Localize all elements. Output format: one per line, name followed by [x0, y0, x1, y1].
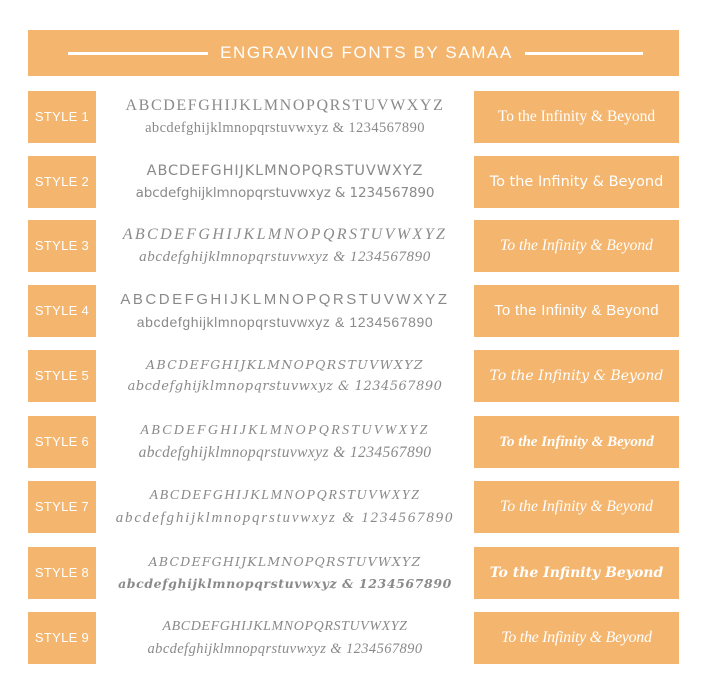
style-row-7 [28, 481, 679, 533]
style-label: STYLE 8 [28, 547, 96, 599]
uppercase-sample: ABCDEFGHIJKLMNOPQRSTUVWXYZ [122, 226, 448, 243]
font-sample [98, 350, 472, 402]
banner-divider-right [525, 52, 643, 55]
style-row-2 [28, 156, 679, 208]
uppercase-sample: ABCDEFGHIJKLMNOPQRSTUVWXYZ [149, 488, 421, 503]
style-row-3 [28, 220, 679, 272]
style-label: STYLE 7 [28, 481, 96, 533]
phrase-sample: To the Infinity & Beyond [474, 156, 679, 208]
phrase-sample: To the Infinity & Beyond [474, 612, 679, 664]
style-label: STYLE 5 [28, 350, 96, 402]
phrase-sample: To the Infinity & Beyond [474, 91, 679, 143]
style-row-5 [28, 350, 679, 402]
lowercase-sample: abcdefghijklmnopqrstuvwxyz & 1234567890 [127, 379, 443, 394]
banner-divider-left [68, 52, 208, 55]
style-label: STYLE 4 [28, 285, 96, 337]
style-label: STYLE 1 [28, 91, 96, 143]
style-label: STYLE 3 [28, 220, 96, 272]
phrase-sample: To the Infinity & Beyond [474, 416, 679, 468]
font-sample [98, 285, 472, 337]
uppercase-sample: ABCDEFGHIJKLMNOPQRSTUVWXYZ [146, 357, 424, 372]
font-sample [98, 612, 472, 664]
phrase-sample: To the Infinity & Beyond [474, 285, 679, 337]
phrase-sample: To the Infinity & Beyond [474, 350, 679, 402]
header-banner [28, 30, 679, 76]
style-label: STYLE 6 [28, 416, 96, 468]
font-sample [98, 220, 472, 272]
font-sample [98, 547, 472, 599]
uppercase-sample: ABCDEFGHIJKLMNOPQRSTUVWXYZ [148, 554, 422, 569]
uppercase-sample: ABCDEFGHIJKLMNOPQRSTUVWXYZ [162, 619, 408, 634]
phrase-sample: To the Infinity & Beyond [474, 220, 679, 272]
lowercase-sample: abcdefghijklmnopqrstuvwxyz & 1234567890 [139, 249, 431, 265]
uppercase-sample: ABCDEFGHIJKLMNOPQRSTUVWXYZ [140, 423, 430, 438]
style-row-9 [28, 612, 679, 664]
style-row-4 [28, 285, 679, 337]
phrase-sample: To the Infinity & Beyond [474, 481, 679, 533]
font-sample [98, 156, 472, 208]
phrase-sample: To the Infinity Beyond [474, 547, 679, 599]
style-row-1 [28, 91, 679, 143]
uppercase-sample: ABCDEFGHIJKLMNOPQRSTUVWXYZ [125, 97, 445, 114]
style-label: STYLE 9 [28, 612, 96, 664]
uppercase-sample: ABCDEFGHIJKLMNOPQRSTUVWXYZ [146, 163, 424, 179]
lowercase-sample: abcdefghijklmnopqrstuvwxyz & 1234567890 [145, 120, 425, 136]
font-sample [98, 481, 472, 533]
lowercase-sample: abcdefghijklmnopqrstuvwxyz & 1234567890 [147, 641, 423, 657]
uppercase-sample: ABCDEFGHIJKLMNOPQRSTUVWXYZ [120, 291, 450, 308]
lowercase-sample: abcdefghijklmnopqrstuvwxyz & 1234567890 [138, 444, 432, 461]
page-title: ENGRAVING FONTS BY SAMAA [220, 43, 513, 62]
lowercase-sample: abcdefghijklmnopqrstuvwxyz & 1234567890 [118, 576, 452, 591]
lowercase-sample: abcdefghijklmnopqrstuvwxyz & 1234567890 [115, 510, 455, 526]
font-sample [98, 91, 472, 143]
style-row-6 [28, 416, 679, 468]
style-label: STYLE 2 [28, 156, 96, 208]
lowercase-sample: abcdefghijklmnopqrstuvwxyz & 1234567890 [136, 314, 434, 330]
style-row-8 [28, 547, 679, 599]
lowercase-sample: abcdefghijklmnopqrstuvwxyz & 1234567890 [135, 185, 435, 201]
font-sample [98, 416, 472, 468]
